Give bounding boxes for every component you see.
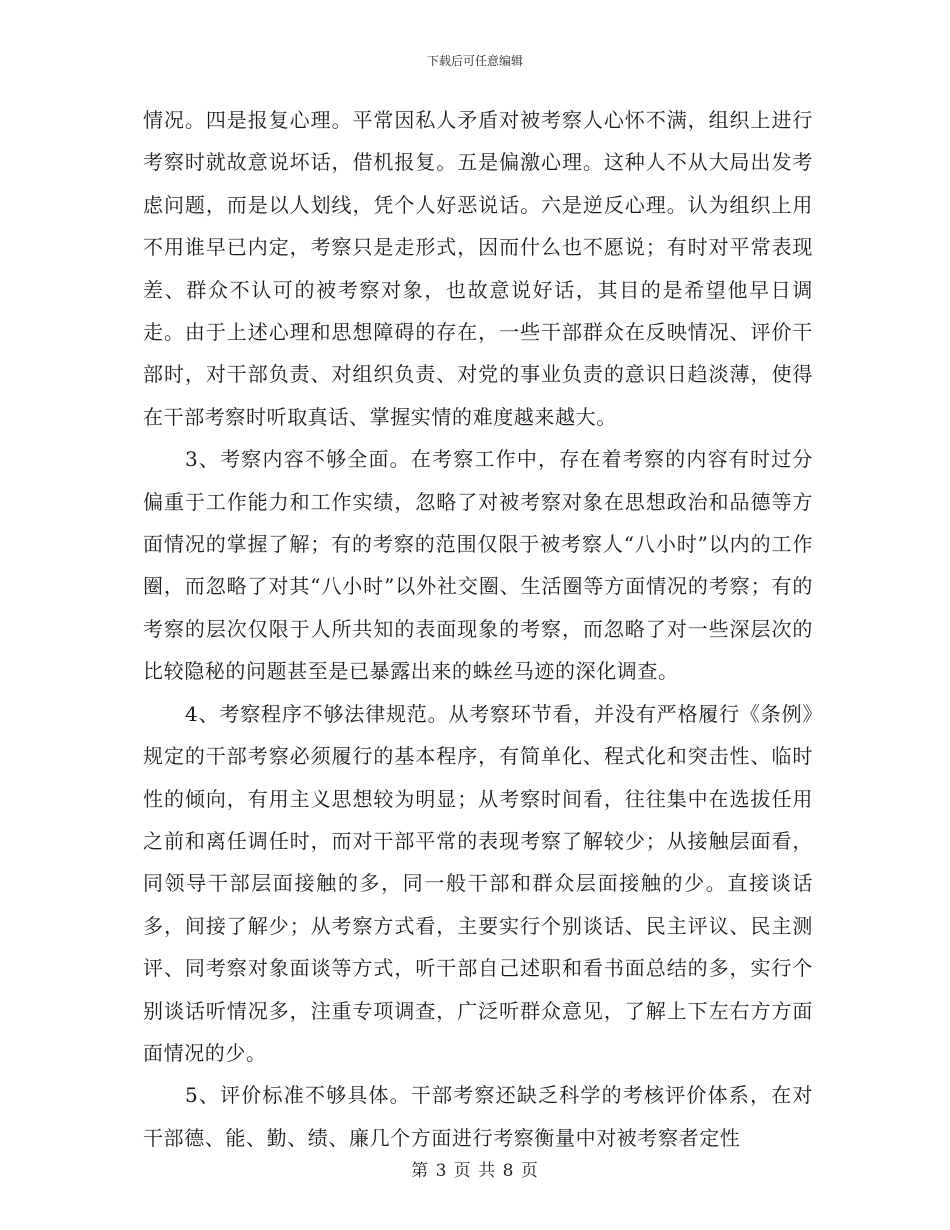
paragraph-continuation: 情况。四是报复心理。平常因私人矛盾对被考察人心怀不满，组织上进行考察时就故意说坏话，借机报复。五是偏激心理。这种人不从大局出发考虑问题，而是以人划线，凭个人好恶说话。六是逆反心理。认为组织上用不用谁早已内定，考察只是走形式，因而什么也不愿说；有时对平常表现差、群众不认可的被考察对象，也故意说好话，其目的是希望他早日调走。由于上述心理和思想障碍的存在，一些干部群众在反映情况、评价干部时，对干部负责、对组织负责、对党的事业负责的意识日趋淡薄，使得在干部考察时听取真话、掌握实情的难度越来越大。 — [143, 108, 813, 429]
page-footer: 第 3 页 共 8 页 — [411, 1161, 539, 1181]
document-body — [143, 99, 813, 1159]
paragraph-item-3: 3、考察内容不够全面。在考察工作中，存在着考察的内容有时过分偏重于工作能力和工作实绩，忽略了对被考察对象在思想政治和品德等方面情况的掌握了解；有的考察的范围仅限于被考察人“八小时”以内的工作圈，而忽略了对其“八小时”以外社交圈、生活圈等方面情况的考察；有的考察的层次仅限于人所共知的表面现象的考察，而忽略了对一些深层次的比较隐秘的问题甚至是已暴露出来的蛛丝马迹的深化调查。 — [143, 447, 813, 684]
paragraph-item-4: 4、考察程序不够法律规范。从考察环节看，并没有严格履行《条例》规定的干部考察必须履行的基本程序，有简单化、程式化和突击性、临时性的倾向，有用主义思想较为明显；从考察时间看，往往集中在选拔任用之前和离任调任时，而对干部平常的表现考察了解较少；从接触层面看，同领导干部层面接触的多，同一般干部和群众层面接触的少。直接谈话多，间接了解少；从考察方式看，主要实行个别谈话、民主评议、民主测评、同考察对象面谈等方式，听干部自己述职和看书面总结的多，实行个别谈话听情况多，注重专项调查，广泛听群众意见，了解上下左右方方面面情况的少。 — [143, 701, 813, 1065]
paragraph-item-5: 5、评价标准不够具体。干部考察还缺乏科学的考核评价体系，在对干部德、能、勤、绩、廉几个方面进行考察衡量中对被考察者定性 — [143, 1083, 813, 1150]
page-header: 下载后可任意编辑 — [426, 54, 523, 68]
